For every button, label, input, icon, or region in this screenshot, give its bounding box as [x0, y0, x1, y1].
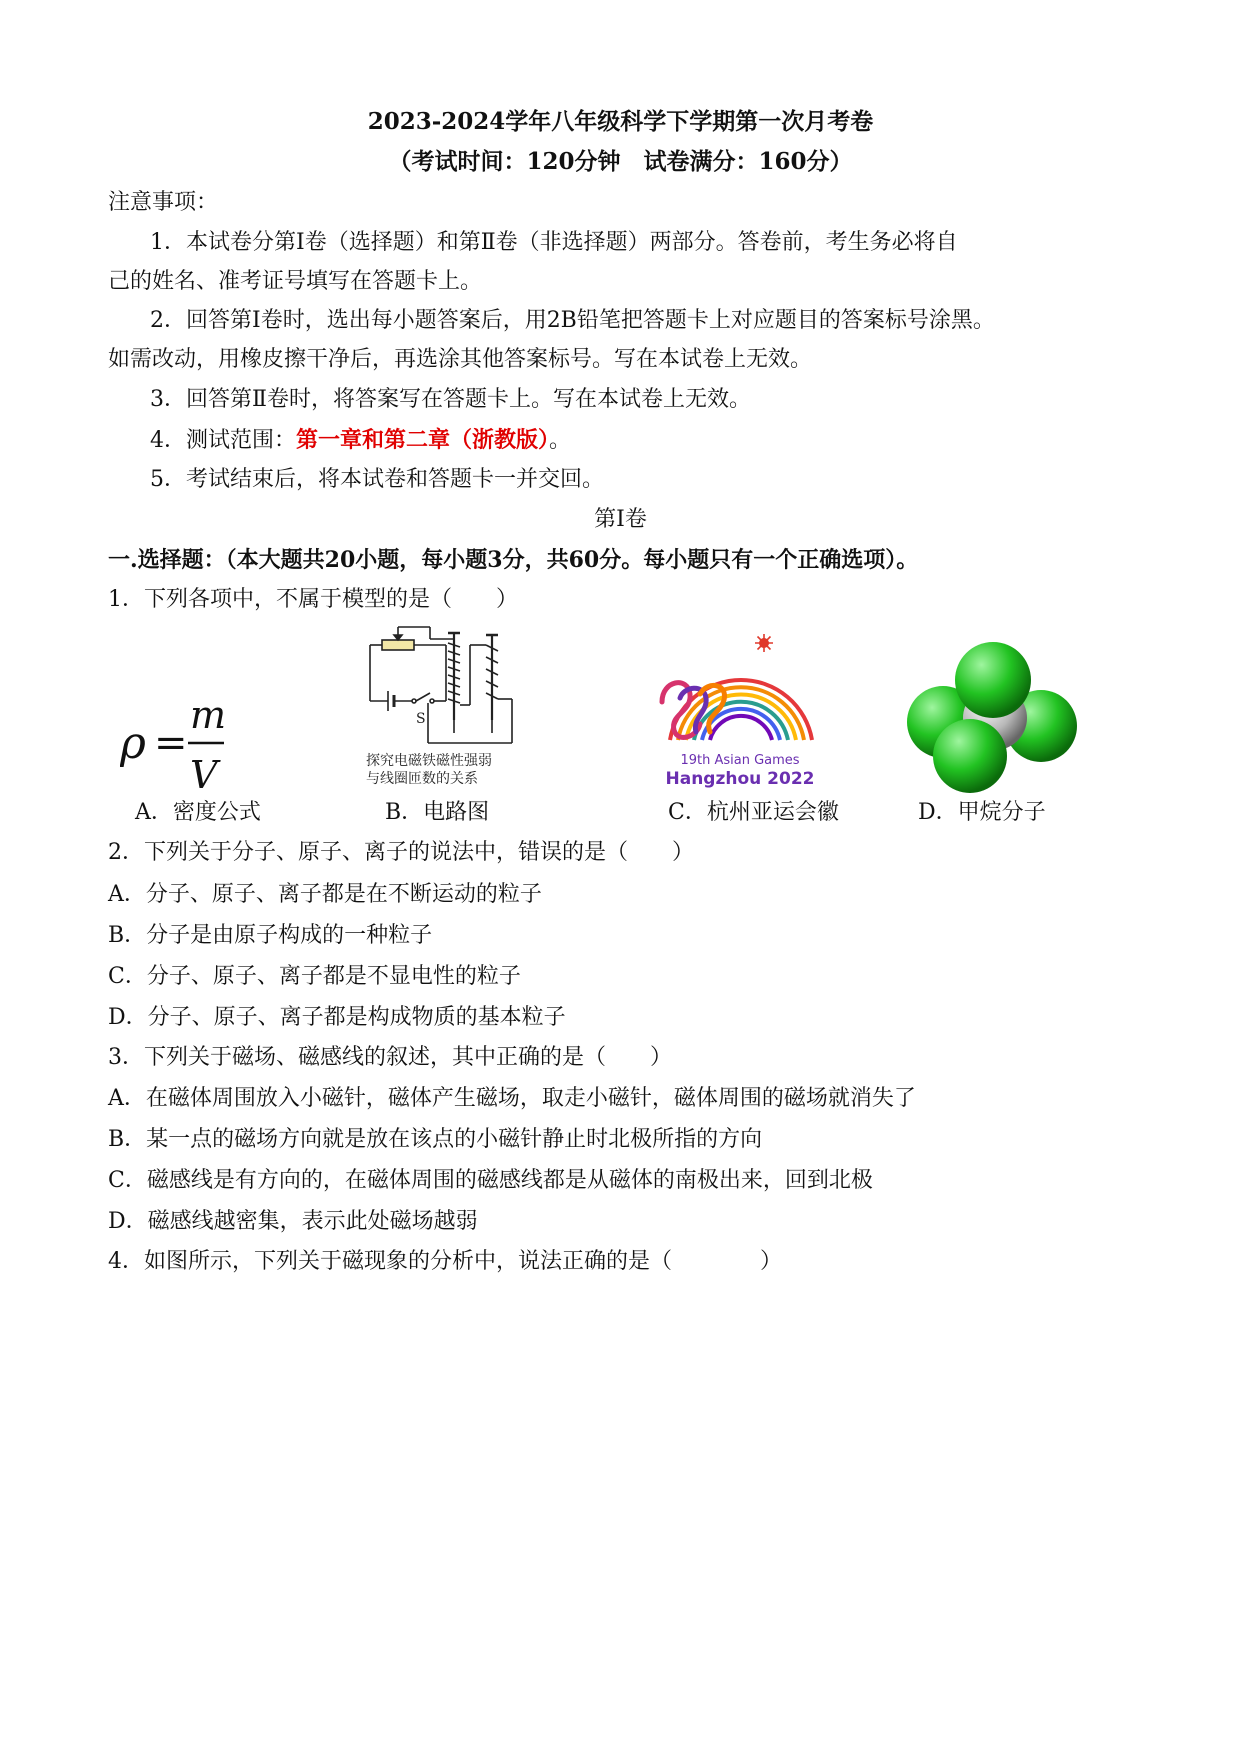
formula-equals: =	[154, 720, 188, 766]
test-scope: 第一章和第二章（浙教版）	[296, 427, 550, 453]
circuit-caption-line-2: 与线圈匝数的关系	[366, 771, 478, 787]
note-2-line-2: 如需改动，用橡皮擦干净后，再选涂其他答案标号。写在本试卷上无效。	[108, 347, 813, 372]
section-heading: 一.选择题：（本大题共20小题，每小题3分，共60分。每小题只有一个正确选项）。	[108, 547, 919, 573]
q2-option-a: A．分子、原子、离子都是在不断运动的粒子	[108, 882, 542, 907]
note-1-line-2: 己的姓名、准考证号填写在答题卡上。	[108, 269, 483, 294]
formula-rho: ρ	[120, 718, 146, 769]
note-4-prefix: 4．测试范围：	[150, 428, 296, 453]
note-4-suffix: 。	[549, 428, 572, 453]
formula-numerator: m	[190, 693, 227, 737]
q3-option-c: C．磁感线是有方向的，在磁体周围的磁感线都是从磁体的南极出来，回到北极	[108, 1168, 873, 1193]
q2-option-b: B．分子是由原子构成的一种粒子	[108, 923, 433, 948]
note-1-line-1: 1．本试卷分第Ⅰ卷（选择题）和第Ⅱ卷（非选择题）两部分。答卷前，考生务必将自	[150, 230, 958, 255]
q1-option-a: A．密度公式	[135, 800, 261, 825]
q3-option-a: A．在磁体周围放入小磁针，磁体产生磁场，取走小磁针，磁体周围的磁场就消失了	[108, 1086, 916, 1111]
q1-stem: 1．下列各项中，不属于模型的是（ ）	[108, 587, 518, 612]
note-3: 3．回答第Ⅱ卷时，将答案写在答题卡上。写在本试卷上无效。	[150, 387, 751, 412]
q1-option-d: D．甲烷分子	[918, 800, 1046, 825]
asian-games-logo	[640, 632, 840, 792]
q2-option-c: C．分子、原子、离子都是不显电性的粒子	[108, 964, 521, 989]
note-5: 5．考试结束后，将本试卷和答题卡一并交回。	[150, 467, 604, 492]
q4-stem: 4．如图所示，下列关于磁现象的分析中，说法正确的是（ ）	[108, 1249, 782, 1274]
logo-text-line-2: Hangzhou 2022	[665, 769, 815, 789]
q1-option-b: B．电路图	[385, 800, 490, 825]
q3-option-b: B．某一点的磁场方向就是放在该点的小磁针静止时北极所指的方向	[108, 1127, 763, 1152]
switch-label: S	[416, 711, 426, 727]
notes-heading: 注意事项：	[108, 190, 219, 215]
note-2-line-1: 2．回答第Ⅰ卷时，选出每小题答案后，用2B铅笔把答题卡上对应题目的答案标号涂黑。	[150, 308, 995, 333]
q1-option-c: C．杭州亚运会徽	[668, 800, 839, 825]
q3-option-d: D．磁感线越密集，表示此处磁场越弱	[108, 1209, 478, 1234]
circuit-caption-line-1: 探究电磁铁磁性强弱	[366, 753, 492, 769]
methane-molecule	[898, 640, 1088, 795]
q2-option-d: D．分子、原子、离子都是构成物质的基本粒子	[108, 1005, 566, 1030]
volume-label: 第Ⅰ卷	[594, 507, 647, 532]
circuit-diagram	[360, 625, 550, 790]
q3-stem: 3．下列关于磁场、磁感线的叙述，其中正确的是（ ）	[108, 1045, 672, 1070]
exam-title: 2023-2024学年八年级科学下学期第一次月考卷	[367, 108, 874, 135]
note-4	[150, 425, 571, 456]
logo-text-line-1: 19th Asian Games	[680, 753, 800, 768]
density-formula	[120, 690, 270, 800]
exam-subtitle: （考试时间：120分钟 试卷满分：160分）	[388, 148, 853, 175]
q2-stem: 2．下列关于分子、原子、离子的说法中，错误的是（ ）	[108, 840, 694, 865]
formula-denominator: V	[190, 753, 218, 797]
